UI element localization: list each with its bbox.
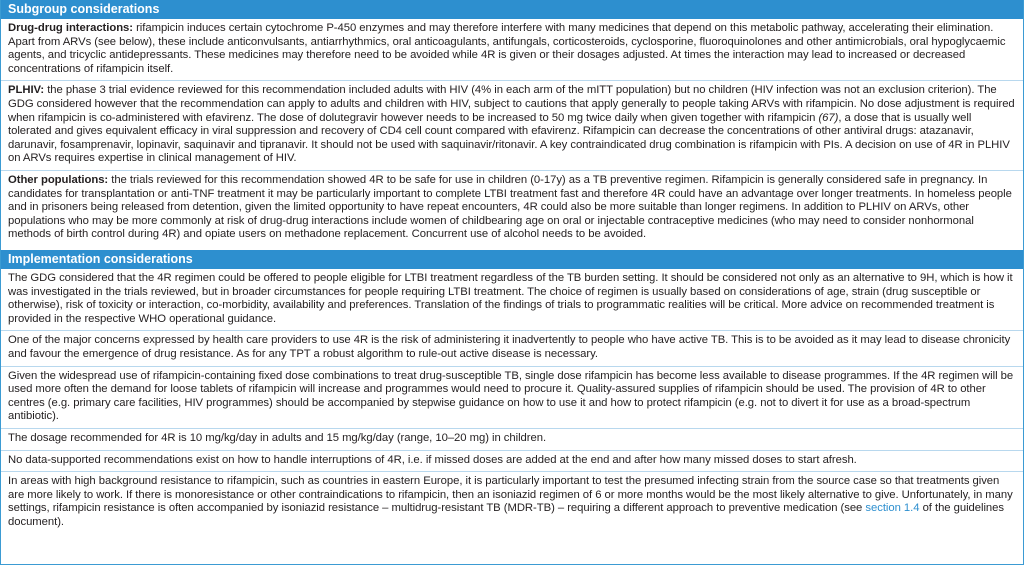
implementation-section [0, 250, 1024, 565]
implementation-header: Implementation considerations [1, 250, 1023, 269]
implementation-paragraph-4: The dosage recommended for 4R is 10 mg/kg/day in adults and 15 mg/kg/day (range, 10–20 mg) in children. [1, 429, 1023, 451]
implementation-paragraph-1: The GDG considered that the 4R regimen could be offered to people eligible for LTBI treatment regardless of the TB burden setting. It should be considered not only as an alternative to 9H, which is how it was investigated in the trials reviewed, but in broader circumstances for people requiring LTBI treatment. The choice of regimen is usually based on considerations of age, strain (drug susceptible or otherwise), risk of toxicity or interaction, co-morbidity, availability and preferences. Translation of the findings of trials to programmatic realities will be critical. More advice on recommended treatment is provided in the respective WHO operational guidance. [1, 269, 1023, 331]
other-populations-lead: Other populations: [8, 173, 109, 186]
plhiv-text-b: , a dose that is usually well tolerated and gives equivalent efficacy in viral suppression and recovery of CD4 cell count compared with efavirenz. Rifampicin can decrease the concentrations of other antiviral drugs: atazanavir, darunavir, fosamprenavir, lopinavir, saquinavir and tipranavir. It should not be used with saquinavir/ritonavir. A key contraindicated drug combination is rifampicin with PIs. A decision on use of 4R in PLHIV on ARVs requires expertise in clinical management of HIV. [8, 111, 1010, 165]
subgroup-section [0, 0, 1024, 250]
drug-interactions-lead: Drug-drug interactions: [8, 22, 133, 34]
implementation-paragraph-5: No data-supported recommendations exist on how to handle interruptions of 4R, i.e. if missed doses are added at the end and after how many missed doses to start afresh. [1, 451, 1023, 473]
implementation-paragraph-2: One of the major concerns expressed by health care providers to use 4R is the risk of administering it inadvertently to people who have active TB. This is to be avoided as it may lead to disease chronicity and favour the emergence of drug resistance. As for any TPT a robust algorithm to rule-out active disease is necessary. [1, 331, 1023, 366]
plhiv-lead: PLHIV: [8, 84, 45, 97]
other-populations-text: the trials reviewed for this recommendation showed 4R to be safe for use in children (0-17y) as a TB preventive regimen. Rifampicin is generally considered safe in pregnancy. In candidates for transplantation or anti-TNF treatment it may be particularly important to complete LTBI treatment fast and therefore 4R could have an advantage over longer treatments. In homeless people and in prisoners being released from detention, given the limited opportunity to have repeat encounters, 4R could also be more suitable than longer regimens. In addition to PLHIV on ARVs, other populations who may be more commonly at risk of drug-drug interactions include women of childbearing age on oral or injectable contraceptive medicines (who may need to consider nonhormonal methods of birth control during 4R) and opiate users on methadone replacement. Concurrent use of alcohol needs to be avoided. [8, 173, 1012, 241]
other-populations-paragraph [1, 171, 1023, 246]
implementation-p6-text-a: In areas with high background resistance to rifampicin, such as countries in eastern Europe, it is particularly important to test the presumed infecting strain from the source case so that treatments given are more likely to work. If there is monoresistance or other contraindications to rifampicin, then an isoniazid regimen of 6 or more months would be the most likely alternative to give. Unfortunately, in many settings, rifampicin resistance is often accompanied by isoniazid resistance – multidrug-resistant TB (MDR-TB) – requiring a different approach to preventive medication (see [8, 475, 1013, 515]
implementation-p6-text-b: of the guidelines document). [8, 502, 1005, 528]
plhiv-paragraph [1, 81, 1023, 171]
drug-interactions-text: rifampicin induces certain cytochrome P-450 enzymes and may therefore interfere with many medicines that depend on this metabolic pathway, accelerating their elimination. Apart from ARVs (see below), these include anticonvulsants, antiarrhythmics, oral anticoagulants, antifungals, corticosteroids, cyclosporine, fluoroquinolones and other antimicrobials, oral hypoglycaemic agents, and tricyclic antidepressants. These medicines may therefore need to be avoided while 4R is given or their dosages adjusted. At times the interaction may lead to increased or decreased concentrations of rifampicin itself. [8, 22, 1006, 75]
plhiv-citation: (67) [818, 111, 839, 124]
subgroup-header: Subgroup considerations [1, 0, 1023, 19]
drug-interactions-paragraph [1, 19, 1023, 81]
section-link[interactable]: section 1.4 [865, 502, 920, 515]
implementation-paragraph-6 [1, 472, 1023, 533]
implementation-paragraph-3: Given the widespread use of rifampicin-containing fixed dose combinations to treat drug-susceptible TB, single dose rifampicin has become less available to disease programmes. If the 4R regimen will be used more often the demand for loose tablets of rifampicin will increase and programmes would need to procure it. Quality-assured supplies of rifampicin should be used. The provision of 4R to other centres (e.g. primary care facilities, HIV programmes) should be accompanied by stepwise guidance on how to use it and how to protect rifampicin (e.g. not to divert it for use as a broad-spectrum antibiotic). [1, 367, 1023, 429]
plhiv-text-a: the phase 3 trial evidence reviewed for this recommendation included adults with HIV (4% in each arm of the mITT population) but no children (HIV infection was not an exclusion criterion). The GDG considered however that the recommendation can apply to adults and children with HIV, subject to cautions that apply generally to people taking ARVs with rifampicin. No dose adjustment is required when rifampicin is co-administered with efavirenz. The dose of dolutegravir however needs to be increased to 50 mg twice daily when given together with rifampicin [8, 84, 1015, 124]
